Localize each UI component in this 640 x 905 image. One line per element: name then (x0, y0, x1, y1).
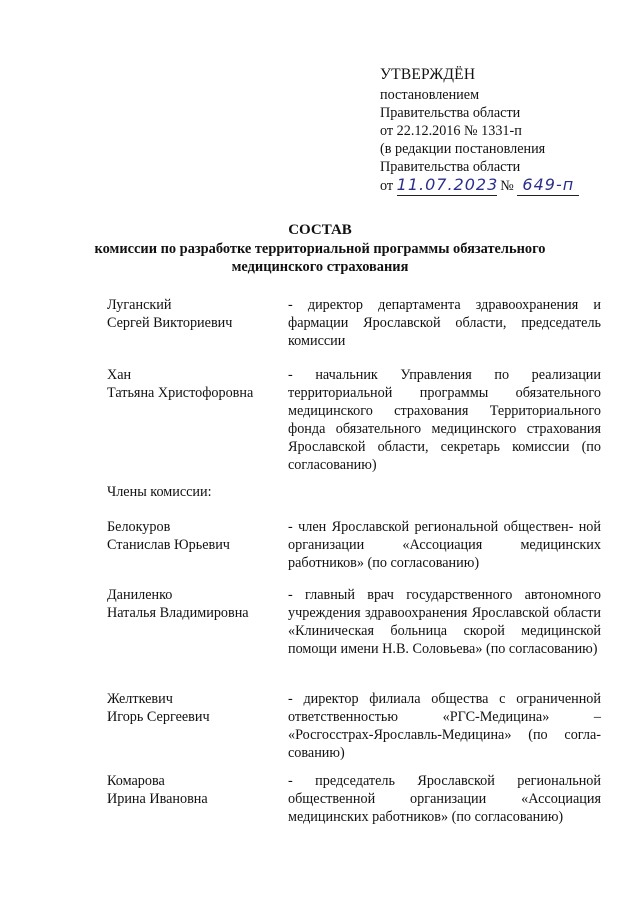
approval-line: от 22.12.2016 № 1331-п (380, 123, 522, 139)
member-given-names: Ирина Ивановна (107, 791, 208, 807)
member-surname: Луганский (107, 297, 172, 313)
approval-date-line (380, 176, 630, 196)
approval-line: (в редакции постановления (380, 141, 546, 157)
approval-line: Правительства области (380, 159, 521, 175)
date-prefix: от (380, 178, 394, 194)
member-name (107, 586, 287, 622)
handwritten-date: 11.07.2023 (396, 175, 499, 194)
member-role: - директор филиала общества с ограниченной ответственностью «РГС-Медицина» – «Росгосстрах-Ярославль-Медицина» (по согла- сованию) (288, 691, 601, 761)
member-role: - начальник Управления по реализации территориальной программы обязательного медицинского страхования Территориального фонда обязательного медицинского страхования Ярославской области, секретарь комиссии (по согласованию) (288, 367, 601, 473)
member-name (107, 690, 287, 726)
member-name (107, 296, 287, 332)
member-given-names: Сергей Викториевич (107, 315, 233, 331)
subtitle-line: комиссии по разработке территориальной программы обязательного (94, 241, 546, 257)
subtitle-line: медицинского страхования (231, 259, 409, 275)
member-surname: Хан (107, 367, 132, 383)
member-given-names: Станислав Юрьевич (107, 537, 230, 553)
approval-heading: УТВЕРЖДЁН (380, 66, 476, 83)
member-role: - директор департамента здравоохранения и фармации Ярославской области, председатель комиссии (288, 297, 601, 349)
member-surname: Белокуров (107, 519, 171, 535)
member-given-names: Наталья Владимировна (107, 605, 249, 621)
member-name (107, 518, 287, 554)
approval-line: Правительства области (380, 105, 521, 121)
member-given-names: Татьяна Христофоровна (107, 385, 254, 401)
approval-stamp-block (380, 66, 630, 196)
member-surname: Даниленко (107, 587, 173, 603)
handwritten-number: 649-п (522, 175, 575, 194)
member-name (107, 772, 287, 808)
member-surname: Желткевич (107, 691, 173, 707)
document-title: СОСТАВ (288, 222, 352, 238)
member-given-names: Игорь Сергеевич (107, 709, 210, 725)
member-role: - член Ярославской региональной обществен- ной организации «Ассоциация медицинских работников» (по согласованию) (288, 519, 601, 571)
member-surname: Комарова (107, 773, 165, 789)
member-role: - главный врач государственного автономного учреждения здравоохранения Ярославской области «Клиническая больница скорой медицинской помощи имени Н.В. Соловьева» (по согласованию) (288, 587, 602, 657)
number-prefix: № (500, 178, 514, 194)
document-subtitle (0, 240, 640, 276)
member-name (107, 366, 287, 402)
member-role: - председатель Ярославской региональной общественной организации «Ассоциация медицинских работников» (по согласованию) (288, 773, 601, 825)
approval-line: постановлением (380, 87, 480, 103)
members-heading: Члены комиссии: (107, 484, 212, 500)
